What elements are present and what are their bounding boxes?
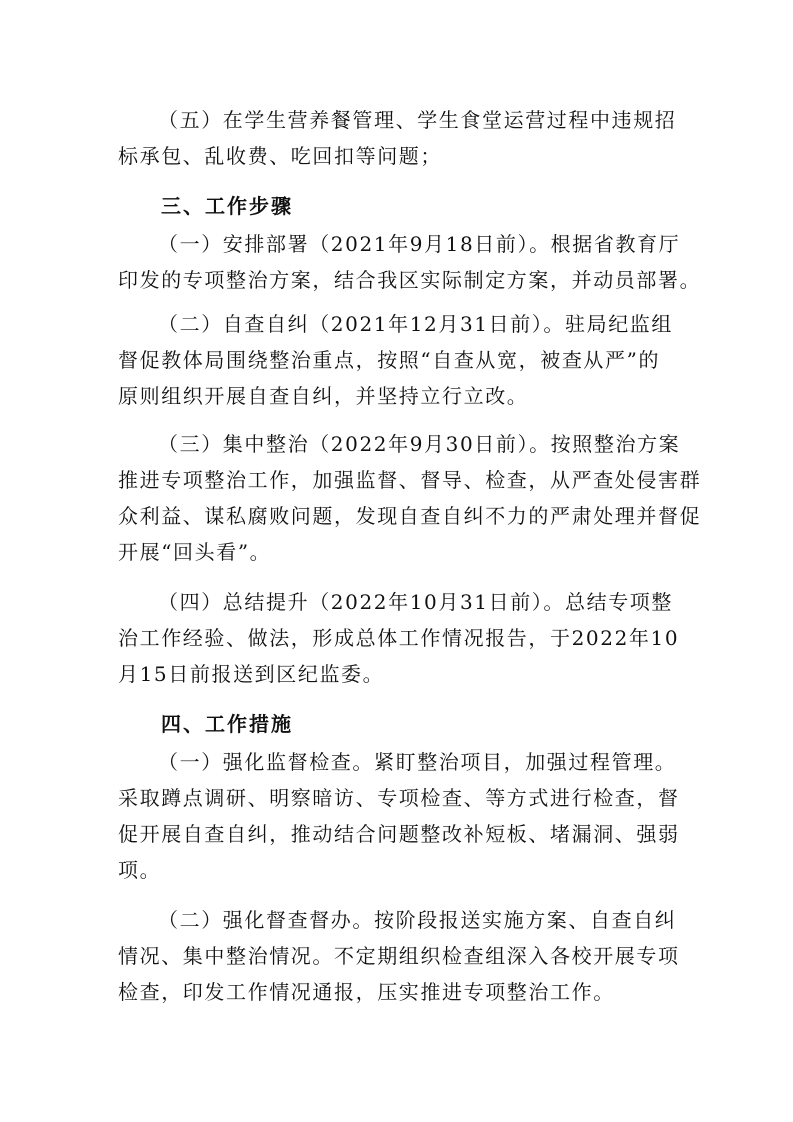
paragraph-measure-one [118, 744, 678, 888]
paragraph-line: （四）总结提升（2022年10月31日前）。总结专项整 [158, 590, 673, 614]
paragraph-line: 推进专项整治工作，加强监督、督导、检查，从严查处侵害群 [118, 468, 702, 492]
paragraph-step-two [118, 306, 678, 414]
paragraph-line: 情况、集中整治情况。不定期组织检查组深入各校开展专项 [118, 944, 680, 968]
paragraph-line: （二）自查自纠（2021年12月31日前）。驻局纪监组 [158, 312, 673, 336]
section-heading-work-measures: 四、工作措施 [161, 712, 293, 736]
paragraph-line: 开展“回头看”。 [118, 540, 272, 564]
paragraph-line: 原则组织开展自查自纠，并坚持立行立改。 [118, 384, 529, 408]
paragraph-step-four [118, 584, 678, 692]
paragraph-line: 治工作经验、做法，形成总体工作情况报告，于2022年10 [118, 626, 680, 650]
paragraph-step-one [118, 226, 702, 298]
paragraph-line: 促开展自查自纠，推动结合问题整改补短板、堵漏洞、强弱 [118, 822, 680, 846]
paragraph-item-five [118, 102, 678, 174]
paragraph-line: 众利益、谋私腐败问题，发现自查自纠不力的严肃处理并督促 [118, 504, 702, 528]
paragraph-line: 项。 [118, 858, 162, 882]
section-heading-work-steps: 三、工作步骤 [161, 194, 293, 218]
paragraph-line: （一）强化监督检查。紧盯整治项目，加强过程管理。 [158, 750, 677, 774]
paragraph-line: 检查，印发工作情况通报，压实推进专项整治工作。 [118, 980, 615, 1004]
paragraph-line: 督促教体局围绕整治重点，按照“自查从宽，被查从严”的 [118, 348, 661, 372]
paragraph-line: （三）集中整治（2022年9月30日前）。按照整治方案 [158, 432, 681, 456]
paragraph-line: 月15日前报送到区纪监委。 [118, 662, 385, 686]
paragraph-line: 印发的专项整治方案，结合我区实际制定方案，并动员部署。 [118, 268, 702, 292]
paragraph-line: （二）强化督查督办。按阶段报送实施方案、自查自纠 [158, 908, 677, 932]
paragraph-line: （五）在学生营养餐管理、学生食堂运营过程中违规招 [158, 108, 677, 132]
paragraph-line: 采取蹲点调研、明察暗访、专项检查、等方式进行检查，督 [118, 786, 680, 810]
paragraph-line: 标承包、乱收费、吃回扣等问题； [118, 144, 442, 168]
paragraph-step-three [118, 426, 702, 570]
paragraph-line: （一）安排部署（2021年9月18日前）。根据省教育厅 [158, 232, 681, 256]
paragraph-measure-two [118, 902, 678, 1010]
